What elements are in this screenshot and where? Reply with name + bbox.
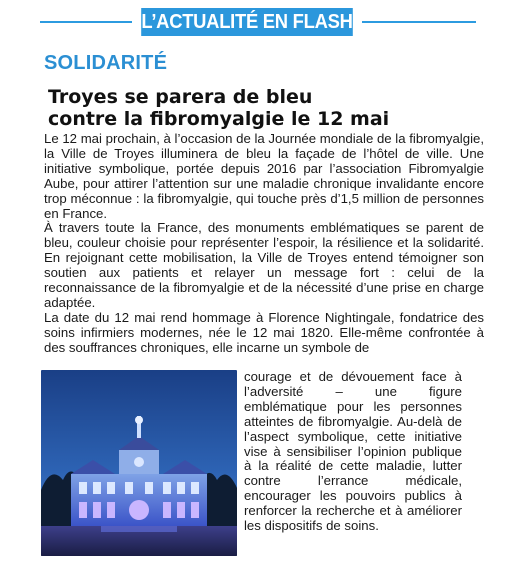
headline-line-1: Troyes se parera de bleu xyxy=(48,86,313,108)
article-headline xyxy=(48,86,508,130)
city-hall-illuminated-icon xyxy=(41,370,237,556)
headline-line-2: contre la fibromyalgie le 12 mai xyxy=(48,108,390,130)
paragraph-2: À travers toute la France, des monuments emblématiques se parent de bleu, couleur choisie pour représenter l’espoir, la résilience et la solidarité. En rejoignant cette mobilisation, la Ville de Troyes entend témoigner son soutien aux patients et relayer un message fort : celui de la reconnaissance de la fibromyalgie et de la nécessité d’une prise en charge adaptée. xyxy=(44,220,484,310)
article-body xyxy=(44,132,484,356)
section-label: SOLIDARITÉ xyxy=(44,52,168,74)
article-body-continued xyxy=(244,370,462,534)
banner-rule-right xyxy=(362,21,476,23)
paragraph-3-continued: courage et de dévouement face à l’adversité – une figure emblématique pour les personnes atteintes de fibromyalgie. Au-delà de l’aspect symbolique, cette initiative vise à sensibiliser l’opinion publique à la réalité de cette maladie, lutter contre l’errance médicale, encourager les pouvoirs publics à renforcer la recherche et à améliorer les dispositifs de soins. xyxy=(244,369,462,534)
flash-banner xyxy=(0,8,526,38)
paragraph-1: Le 12 mai prochain, à l’occasion de la Journée mondiale de la fibromyalgie, la Ville de Troyes illuminera de bleu la façade de l’hôtel de ville. Une initiative symbolique, portée depuis 2016 par l’association Fibromyalgie Aube, pour attirer l’attention sur une maladie chronique invalidante encore trop méconnue : la fibromyalgie, qui touche près d’1,5 million de personnes en France. xyxy=(44,131,484,221)
paragraph-3: La date du 12 mai rend hommage à Florence Nightingale, fondatrice des soins infirmiers modernes, née le 12 mai 1820. Elle-même confrontée à des souffrances chroniques, elle incarne un symbole de xyxy=(44,309,484,355)
banner-label: L’ACTUALITÉ EN FLASH xyxy=(141,8,353,36)
banner-rule-left xyxy=(40,21,132,23)
city-hall-photo xyxy=(41,370,237,556)
